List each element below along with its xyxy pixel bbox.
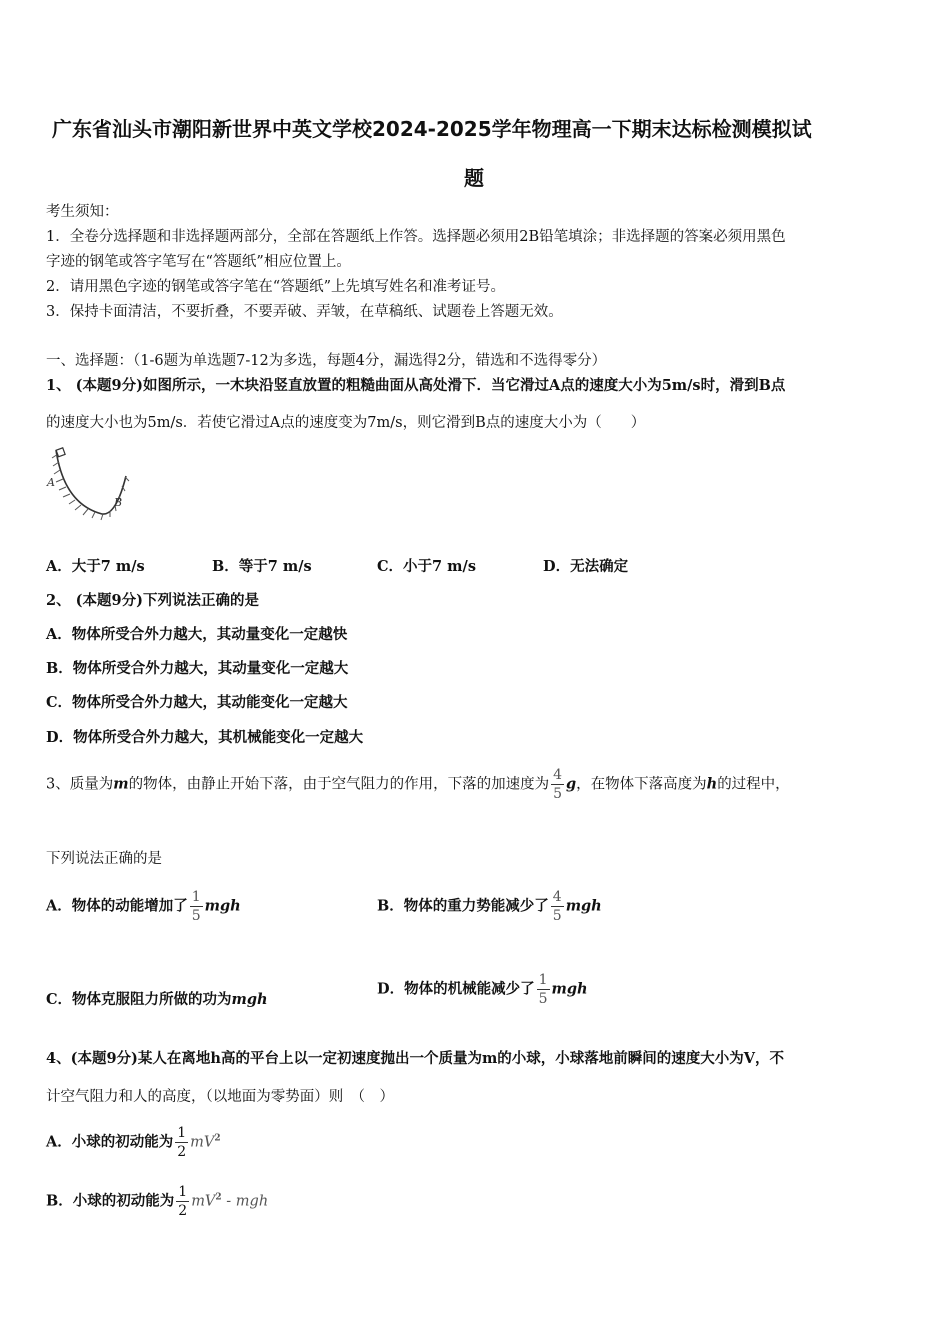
q4-option-a[interactable] — [46, 1124, 221, 1161]
q3-option-b-text: B．物体的重力势能减少了 — [377, 897, 549, 915]
q4-expr-minus-mgh: - mgh — [221, 1193, 269, 1210]
q4-option-a-text: A．小球的初动能为 — [46, 1133, 174, 1151]
section-heading: 一、选择题：（1-6题为单选题7-12为多选，每题4分，漏选得2分，错选和不选得零分） — [46, 353, 607, 369]
q4-fraction-1-2: $\frac{1}{2}$ — [178, 1184, 188, 1219]
q1-option-b[interactable]: B．等于7 m/s — [212, 558, 312, 575]
q3-option-d-text: D．物体的机械能减少了 — [377, 980, 535, 998]
q3-text: 的物体，由静止开始下落，由于空气阻力的作用，下落的加速度为 — [128, 776, 550, 793]
q3-option-d[interactable] — [377, 971, 588, 1008]
notice-item: 字迹的钢笔或答字笔写在“答题纸”相应位置上。 — [46, 254, 351, 270]
q3-fraction-1-5: $\frac{1}{5}$ — [191, 889, 201, 924]
page-title: 广东省汕头市潮阳新世界中英文学校2024-2025学年物理高一下期末达标检测模拟试 — [52, 117, 812, 141]
q3-var-m: m — [113, 775, 129, 793]
q1-stem-line2: 的速度大小也为5m/s．若使它滑过A点的速度变为7m/s，则它滑到B点的速度大小为（ ） — [46, 415, 646, 431]
q4-stem-line2: 计空气阻力和人的高度，（以地面为零势面）则 （ ） — [46, 1089, 394, 1105]
q3-expr-mgh: mgh — [231, 991, 268, 1008]
q1-option-d[interactable]: D．无法确定 — [543, 558, 629, 575]
q4-option-b-text: B．小球的初动能为 — [46, 1192, 175, 1210]
q4-exponent: 2 — [214, 1133, 221, 1144]
q3-option-c[interactable] — [46, 990, 268, 1010]
figure-label-b: B — [114, 496, 123, 509]
q4-fraction-1-2: $\frac{1}{2}$ — [177, 1125, 187, 1160]
q4-exponent: 2 — [215, 1192, 222, 1203]
q4-expr-mv: mV — [190, 1134, 215, 1151]
q3-text: 3、质量为 — [46, 776, 114, 793]
q3-stem-line1 — [46, 766, 790, 803]
q3-text: ，在物体下落高度为 — [576, 776, 707, 793]
q1-option-a[interactable]: A．大于7 m/s — [46, 558, 145, 575]
q3-option-c-text: C．物体克服阻力所做的功为 — [46, 991, 232, 1008]
q3-option-a[interactable] — [46, 888, 241, 925]
q3-fraction-4-5: $\frac{4}{5}$ — [552, 889, 562, 924]
q2-option-a[interactable]: A．物体所受合外力越大，其动量变化一定越快 — [46, 626, 348, 643]
q2-stem: 2、 (本题9分)下列说法正确的是 — [46, 592, 259, 609]
curved-track-diagram — [44, 444, 134, 522]
notice-item: 2．请用黑色字迹的钢笔或答字笔在“答题纸”上先填写姓名和准考证号。 — [46, 279, 506, 295]
q3-option-a-text: A．物体的动能增加了 — [46, 897, 188, 915]
figure-label-a: A — [47, 476, 55, 489]
q3-expr-mgh: mgh — [565, 897, 602, 915]
q2-option-b[interactable]: B．物体所受合外力越大，其动量变化一定越大 — [46, 660, 349, 677]
q2-option-d[interactable]: D．物体所受合外力越大，其机械能变化一定越大 — [46, 729, 364, 746]
q3-option-b[interactable] — [377, 888, 602, 925]
q3-expr-mgh: mgh — [204, 897, 241, 915]
q4-option-b[interactable] — [46, 1183, 268, 1220]
q1-figure — [44, 444, 134, 522]
q3-fraction-4-5: $\frac{4}{5}$ — [553, 767, 562, 802]
page-title-continued: 题 — [464, 166, 484, 190]
q3-stem-line2: 下列说法正确的是 — [46, 851, 162, 867]
q4-expr-mv: mV — [191, 1193, 216, 1210]
notice-item: 3．保持卡面清洁，不要折叠，不要弄破、弄皱，在草稿纸、试题卷上答题无效。 — [46, 304, 563, 320]
q1-stem-line1: 1、 (本题9分)如图所示，一木块沿竖直放置的粗糙曲面从高处滑下．当它滑过A点的速度大小为5m/s时，滑到B点 — [46, 377, 786, 394]
q2-option-c[interactable]: C．物体所受合外力越大，其动能变化一定越大 — [46, 694, 348, 711]
q3-text: 的过程中， — [717, 776, 790, 793]
q3-expr-mgh: mgh — [551, 980, 588, 998]
q3-var-h: h — [706, 775, 718, 793]
q3-var-g: g — [566, 775, 577, 793]
q3-fraction-1-5: $\frac{1}{5}$ — [538, 972, 548, 1007]
notice-item: 1．全卷分选择题和非选择题两部分，全部在答题纸上作答。选择题必须用2B铅笔填涂；非选择题的答案必须用黑色 — [46, 229, 786, 245]
q4-stem-line1: 4、(本题9分)某人在离地h高的平台上以一定初速度抛出一个质量为m的小球，小球落地前瞬间的速度大小为V，不 — [46, 1050, 785, 1067]
notice-heading: 考生须知： — [46, 204, 119, 220]
q1-option-c[interactable]: C．小于7 m/s — [377, 558, 476, 575]
